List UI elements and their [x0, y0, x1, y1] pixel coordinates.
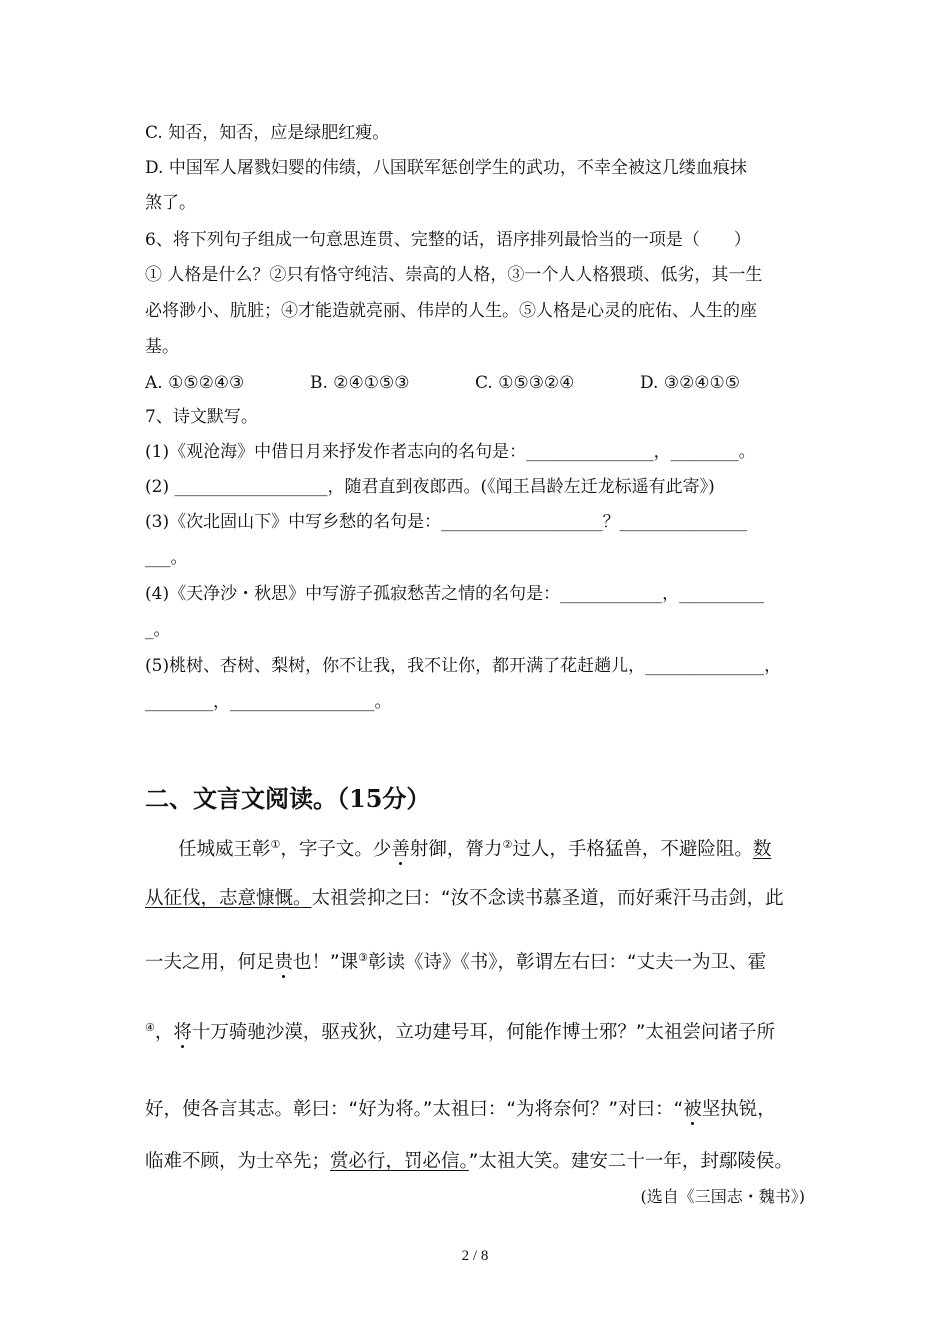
passage-line-2: 从征伐，志意慷慨。太祖尝抑之曰：“汝不念读书慕圣道，而好乘汗马击剑，此	[145, 888, 784, 909]
section-title: 二、文言文阅读。（15分）	[145, 784, 431, 813]
q6-text-line1: ① 人格是什么？②只有恪守纯洁、崇高的人格，③一个人人格猥琐、低劣，其一生	[145, 265, 763, 285]
passage-line-3: 一夫之用，何足贵也！”课③彰读《诗》《书》，彰谓左右曰：“丈夫一为卫、霍	[145, 951, 767, 973]
q7-item-3-cont: ___。	[145, 548, 188, 568]
q5-option-c: C. 知否，知否，应是绿肥红瘦。	[145, 123, 390, 143]
dotted-word-bei: 被	[683, 1099, 702, 1120]
passage-line-5: 好，使各言其志。彰曰：“好为将。”太祖曰：“为将奈何？”对曰：“被坚执锐，	[145, 1099, 776, 1120]
q7-item-1: (1)《观沧海》中借日月来抒发作者志向的名句是：_______________，________。	[145, 442, 756, 462]
footnote-4: ④	[145, 1021, 155, 1034]
dotted-word-gui: 贵	[274, 952, 294, 973]
footnote-1: ①	[270, 838, 281, 851]
underlined-sentence-1: 从征伐，志意慷慨。	[145, 888, 312, 909]
dotted-word-jiang: 将	[173, 1022, 192, 1043]
q7-item-4: (4)《天净沙・秋思》中写游子孤寂愁苦之情的名句是：____________，__________	[145, 584, 765, 604]
underlined-sentence-2: 赏必行，罚必信。	[330, 1151, 469, 1172]
q7-item-3: (3)《次北固山下》中写乡愁的名句是：___________________？_______________	[145, 512, 748, 532]
q7-stem: 7、诗文默写。	[145, 407, 258, 427]
q7-item-2: (2) __________________，随君直到夜郎西。(《闻王昌龄左迁龙标遥有此寄》)	[145, 477, 715, 497]
q5-option-d-line1: D. 中国军人屠戮妇婴的伟绩，八国联军惩创学生的武功，不幸全被这几缕血痕抹	[145, 158, 747, 178]
q7-item-4-cont: _。	[145, 620, 171, 640]
page-number: 2 / 8	[461, 1248, 489, 1264]
q6-option-d: D. ③②④①⑤	[640, 373, 741, 393]
q7-item-5: (5)桃树、杏树、梨树，你不让我，我不让你，都开满了花赶趟儿，______________，	[145, 656, 782, 676]
passage-source: (选自《三国志・魏书》)	[640, 1187, 805, 1206]
passage-line-4: ④，将十万骑驰沙漠，驱戎狄，立功建号耳，何能作博士邪？”太祖尝问诸子所	[145, 1021, 775, 1043]
q6-option-c: C. ①⑤③②④	[475, 373, 575, 393]
passage-line-6: 临难不顾，为士卒先；赏必行，罚必信。”太祖大笑。建安二十一年，封鄢陵侯。	[145, 1151, 793, 1172]
q5-option-d-line2: 煞了。	[145, 193, 196, 213]
q7-item-5-cont: ________，_________________。	[145, 692, 392, 712]
footnote-3: ③	[358, 951, 368, 964]
q6-option-a: A. ①⑤②④③	[145, 373, 245, 393]
q6-option-b: B. ②④①⑤③	[310, 373, 410, 393]
q6-text-line2: 必将渺小、肮脏；④才能造就亮丽、伟岸的人生。⑤人格是心灵的庇佑、人生的座	[145, 301, 757, 321]
q6-stem: 6、将下列句子组成一句意思连贯、完整的话，语序排列最恰当的一项是（ ）	[145, 230, 751, 250]
footnote-2: ②	[502, 838, 513, 851]
dotted-word-shan: 善	[391, 839, 410, 860]
underlined-sentence-start: 数	[752, 839, 772, 860]
q6-text-line3: 基。	[145, 337, 179, 357]
passage-line-1: 任城威王彰①，字子文。少善射御，膂力②过人，手格猛兽，不避险阻。数	[178, 838, 772, 860]
